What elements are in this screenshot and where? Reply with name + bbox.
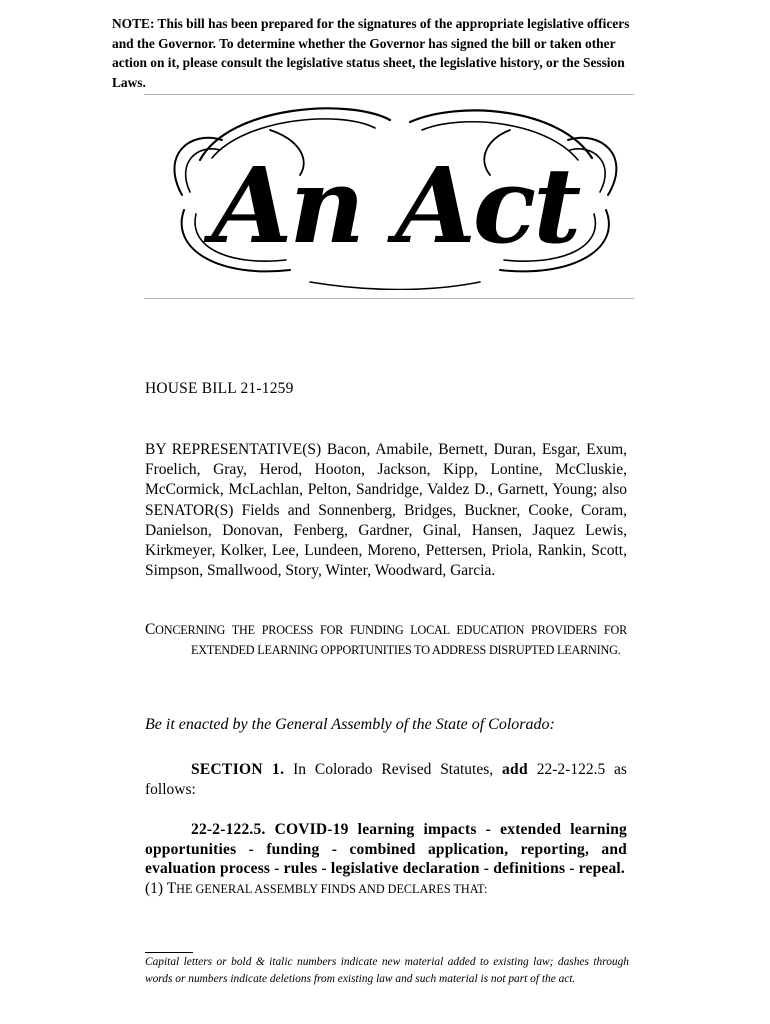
section-1-text-before: In Colorado Revised Statutes, <box>284 761 502 778</box>
statute-heading: 22-2-122.5. COVID-19 learning impacts - extended learning opportunities - funding - combined application, reporting, and evaluation process - rules - legislative declaration - definitions - repeal. <box>145 821 627 877</box>
section-1-label: SECTION 1. <box>191 761 285 778</box>
bill-number: HOUSE BILL 21-1259 <box>145 380 294 397</box>
bottom-divider <box>144 298 634 299</box>
subsection-rest: HE GENERAL ASSEMBLY FINDS AND DECLARES THAT: <box>176 881 488 896</box>
footnote-divider <box>145 952 193 953</box>
subsection-first-letter: T <box>166 879 177 897</box>
section-1 <box>145 760 627 800</box>
concerning-first-letter: C <box>145 621 156 638</box>
sponsors-paragraph: BY REPRESENTATIVE(S) Bacon, Amabile, Bernett, Duran, Esgar, Exum, Froelich, Gray, Herod, Hooton, Jackson, Kipp, Lontine, McCluskie, McCormick, McLachlan, Pelton, Sandridge, Valdez D., Garnett, Young; also SENATOR(S) Fields and Sonnenberg, Bridges, Buckner, Cooke, Coram, Danielson, Donovan, Fenberg, Gardner, Ginal, Hansen, Jaquez Lewis, Kirkmeyer, Kolker, Lee, Lundeen, Moreno, Pettersen, Priola, Rankin, Scott, Simpson, Smallwood, Story, Winter, Woodward, Garcia. <box>145 441 627 580</box>
header-note: NOTE: This bill has been prepared for the signatures of the appropriate legislative officers and the Governor. To determine whether the Governor has signed the bill or taken other action on it, please consult the legislative status sheet, the legislative history, or the Session Laws. <box>112 16 630 90</box>
enacting-clause: Be it enacted by the General Assembly of the State of Colorado: <box>145 716 555 733</box>
statute-section <box>145 820 627 899</box>
section-1-add-word: add <box>502 761 528 778</box>
an-act-seal <box>160 100 630 290</box>
concerning-rest: ONCERNING THE PROCESS FOR FUNDING LOCAL EDUCATION PROVIDERS FOR EXTENDED LEARNING OPPORTUNITIES TO ADDRESS DISRUPTED LEARNING. <box>155 623 627 657</box>
top-divider <box>144 94 634 95</box>
svg-text:An Act: An Act <box>211 144 579 267</box>
footnote: Capital letters or bold & italic numbers indicate new material added to existing law; dashes through words or numbers indicate deletions from existing law and such material is not part of the act. <box>145 956 629 985</box>
an-act-seal-icon <box>160 100 630 290</box>
concerning-title <box>145 620 627 660</box>
subsection-number: (1) <box>145 879 164 897</box>
section-1-text-after: 22-2-122.5 as follows: <box>145 761 627 798</box>
